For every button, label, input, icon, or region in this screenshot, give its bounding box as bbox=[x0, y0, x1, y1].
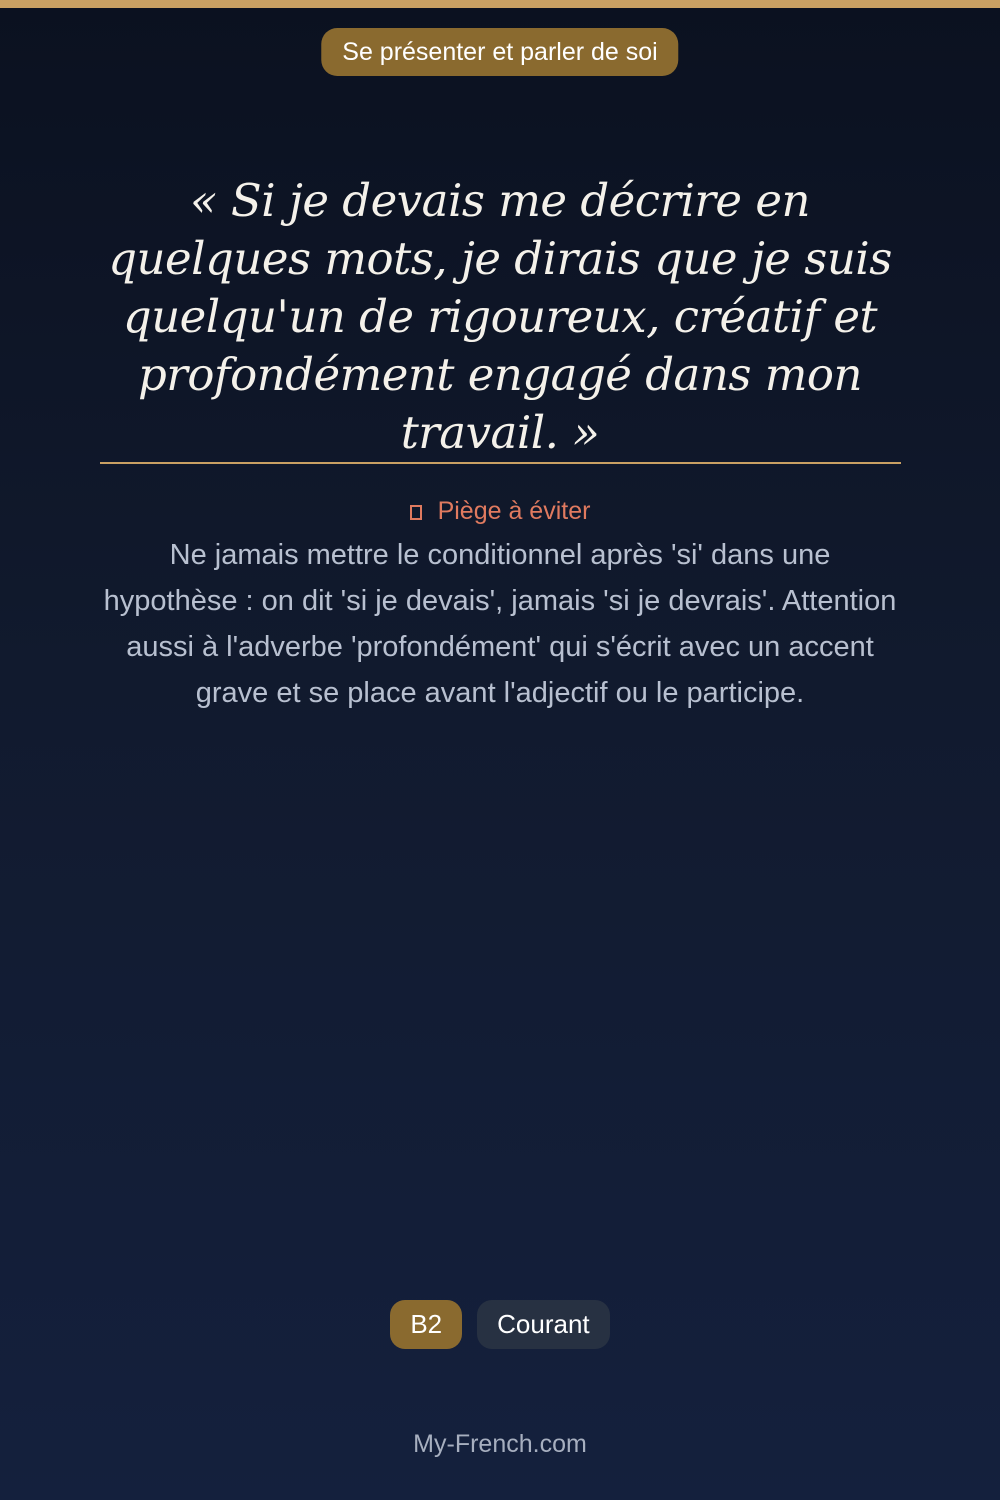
divider bbox=[100, 462, 901, 464]
site-footer: My-French.com bbox=[413, 1430, 587, 1458]
warning-box-icon bbox=[410, 505, 422, 520]
example-quote: « Si je devais me décrire en quelques mots, je dirais que je suis quelqu'un de rigoureux, créatif et profondément engagé dans mon travail. » bbox=[108, 174, 892, 459]
level-badge: B2 bbox=[390, 1300, 462, 1349]
pitfall-explanation: Ne jamais mettre le conditionnel après 'si' dans une hypothèse : on dit 'si je devais', jamais 'si je devrais'. Attention aussi à l'adverbe 'profondément' qui s'écrit avec un accent grave et se place avant l'adjectif ou le participe. bbox=[103, 539, 897, 709]
top-accent-bar bbox=[0, 0, 1000, 8]
topic-badge: Se présenter et parler de soi bbox=[321, 28, 678, 76]
tag-list bbox=[0, 1300, 1000, 1349]
register-badge: Courant bbox=[477, 1300, 610, 1349]
pitfall-title: Piège à éviter bbox=[437, 497, 591, 525]
pitfall-heading bbox=[0, 494, 1000, 528]
